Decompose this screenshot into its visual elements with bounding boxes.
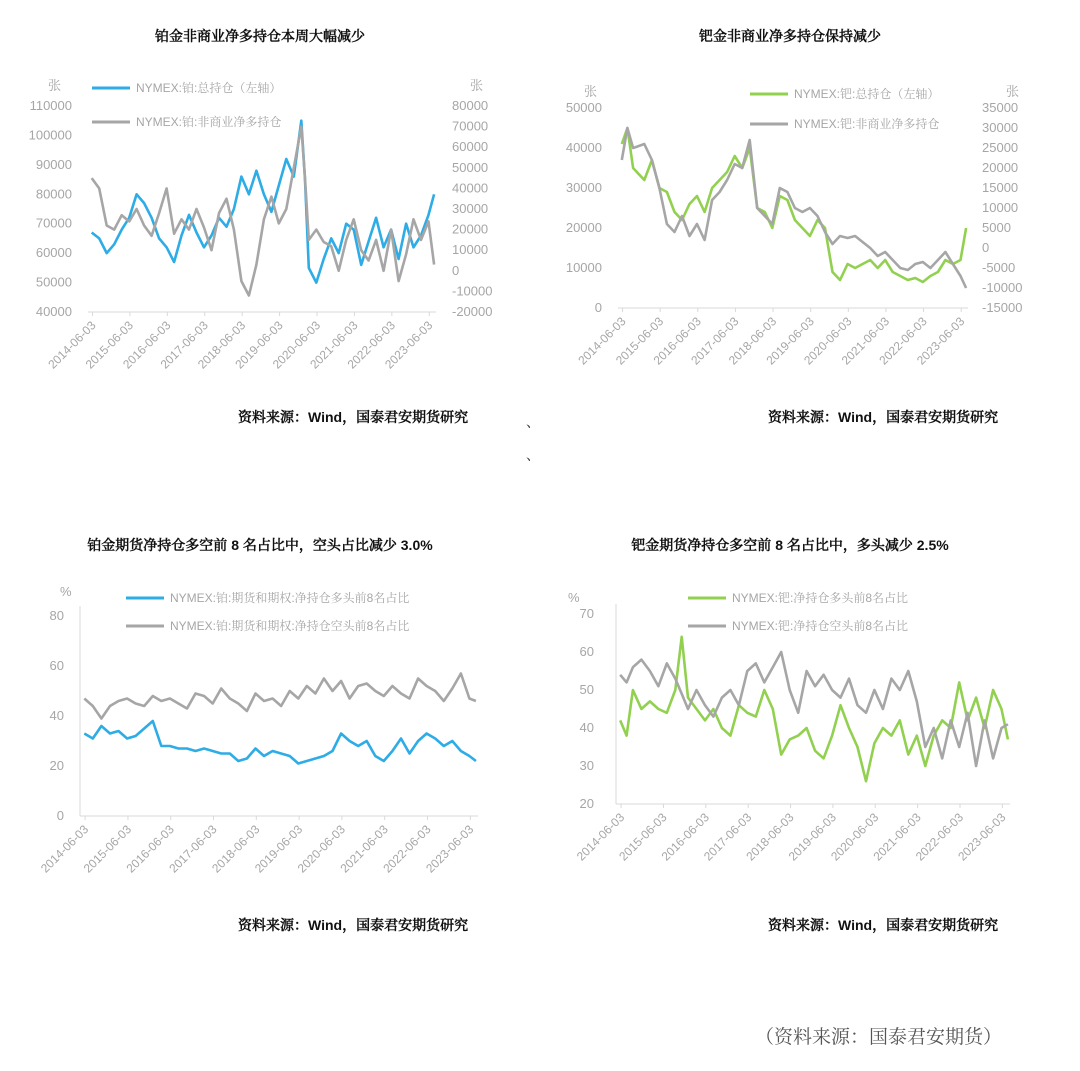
y-tick-label: 40000 xyxy=(565,140,602,155)
series-line xyxy=(92,121,434,283)
y-tick-label: 70 xyxy=(579,606,594,621)
y-axis-unit: % xyxy=(568,590,580,605)
series-line xyxy=(84,674,476,719)
legend-label: NYMEX:铂:总持仓（左轴） xyxy=(136,81,282,95)
y-tick-label: 50000 xyxy=(35,274,72,290)
palladium-open-interest-chart xyxy=(540,60,1060,400)
platinum-open-interest-chart xyxy=(0,60,530,400)
y-tick-label: 40 xyxy=(49,708,64,723)
y-tick-label: 50000 xyxy=(565,100,602,115)
y-tick-label: 60000 xyxy=(35,245,72,261)
footer-source: （资料来源：国泰君安期货） xyxy=(754,1027,1002,1048)
y-axis-unit: 张 xyxy=(48,78,62,93)
x-tick-label: 2016-06-03 xyxy=(650,314,704,368)
x-tick-label: 2021-06-03 xyxy=(838,314,893,368)
x-tick-label: 2017-06-03 xyxy=(688,314,742,368)
x-tick-label: 2020-06-03 xyxy=(828,810,882,864)
y-tick-label: 20 xyxy=(49,758,64,773)
y-tick-label-right: 10000 xyxy=(982,200,1019,215)
y-tick-label-right: 10000 xyxy=(452,242,489,258)
legend-label: NYMEX:铂:期货和期权:净持仓多头前8名占比 xyxy=(170,591,410,605)
x-tick-label: 2015-06-03 xyxy=(612,314,667,368)
y-tick-label: 60 xyxy=(49,658,64,673)
chart-title: 钯金非商业净多持仓保持减少 xyxy=(699,28,881,44)
chart-source: 资料来源：Wind，国泰君安期货研究 xyxy=(768,409,999,425)
chart-source: 资料来源：Wind，国泰君安期货研究 xyxy=(238,409,469,425)
x-tick-label: 2022-06-03 xyxy=(380,822,434,876)
legend-label: NYMEX:钯:总持仓（左轴） xyxy=(794,87,940,101)
x-tick-label: 2020-06-03 xyxy=(269,318,324,372)
x-tick-label: 2023-06-03 xyxy=(423,822,477,876)
legend-label: NYMEX:铂:非商业净多持仓 xyxy=(136,115,282,129)
x-tick-label: 2021-06-03 xyxy=(870,810,924,864)
x-tick-label: 2018-06-03 xyxy=(209,822,263,876)
x-tick-label: 2016-06-03 xyxy=(120,318,174,372)
x-tick-label: 2015-06-03 xyxy=(82,318,137,372)
x-tick-label: 2020-06-03 xyxy=(801,314,855,368)
series-line xyxy=(84,721,476,764)
y-tick-label: 30 xyxy=(579,758,594,773)
y-tick-label-right: 15000 xyxy=(982,180,1019,195)
y-axis-unit: % xyxy=(60,584,72,599)
x-tick-label: 2016-06-03 xyxy=(123,822,177,876)
x-tick-label: 2019-06-03 xyxy=(785,810,840,864)
y-tick-label: 10000 xyxy=(565,260,602,275)
y-tick-label: 80000 xyxy=(35,186,72,202)
x-tick-label: 2019-06-03 xyxy=(232,318,286,372)
x-tick-label: 2023-06-03 xyxy=(955,810,1009,864)
y-tick-label: 20000 xyxy=(565,220,602,235)
y-tick-label: 0 xyxy=(56,808,64,823)
x-tick-label: 2017-06-03 xyxy=(157,318,211,372)
chart-title: 铂金期货净持仓多空前 8 名占比中，空头占比减少 3.0% xyxy=(87,537,433,553)
y-tick-label-right: -5000 xyxy=(982,260,1016,275)
stray-mark: 、 xyxy=(526,447,540,463)
x-tick-label: 2022-06-03 xyxy=(876,314,930,368)
y-tick-label: 20 xyxy=(579,796,594,811)
x-tick-label: 2023-06-03 xyxy=(914,314,968,368)
y-tick-label-right: 50000 xyxy=(452,159,489,175)
palladium-top8-ratio-chart xyxy=(540,570,1060,900)
x-tick-label: 2019-06-03 xyxy=(251,822,306,876)
x-tick-label: 2022-06-03 xyxy=(344,318,398,372)
chart-source: 资料来源：Wind，国泰君安期货研究 xyxy=(768,917,999,933)
x-tick-label: 2018-06-03 xyxy=(194,318,249,372)
legend-label: NYMEX:钯:非商业净多持仓 xyxy=(794,117,940,131)
x-tick-label: 2021-06-03 xyxy=(307,318,361,372)
legend-label: NYMEX:钯:净持仓多头前8名占比 xyxy=(732,591,909,605)
y-tick-label-right: -10000 xyxy=(452,283,493,299)
y-tick-label-right: -15000 xyxy=(982,300,1023,315)
x-tick-label: 2022-06-03 xyxy=(912,810,967,864)
chart-source: 资料来源：Wind，国泰君安期货研究 xyxy=(238,917,469,933)
y-tick-label-right: -20000 xyxy=(452,304,493,319)
x-tick-label: 2014-06-03 xyxy=(45,318,99,372)
y-tick-label: 0 xyxy=(594,300,602,315)
y-tick-label-right: 0 xyxy=(982,240,990,255)
y-tick-label-right: 40000 xyxy=(452,180,489,196)
y-tick-label: 100000 xyxy=(28,127,72,143)
x-tick-label: 2015-06-03 xyxy=(616,810,670,864)
y-tick-label-right: 20000 xyxy=(452,221,489,237)
y-tick-label-right: 30000 xyxy=(982,120,1019,135)
stray-mark: 、 xyxy=(526,414,540,430)
x-tick-label: 2014-06-03 xyxy=(573,810,628,864)
platinum-top8-ratio-chart xyxy=(0,570,530,900)
y-tick-label: 40 xyxy=(579,720,594,735)
y-tick-label-right: 0 xyxy=(452,262,460,278)
x-tick-label: 2017-06-03 xyxy=(166,822,220,876)
y-tick-label-right: 80000 xyxy=(452,98,489,113)
x-tick-label: 2023-06-03 xyxy=(382,318,436,372)
x-tick-label: 2015-06-03 xyxy=(80,822,135,876)
y-tick-label: 50 xyxy=(579,682,594,697)
y-tick-label: 40000 xyxy=(35,304,72,319)
y-tick-label-right: 35000 xyxy=(982,100,1019,115)
y-tick-label-right: 25000 xyxy=(982,140,1019,155)
legend-label: NYMEX:铂:期货和期权:净持仓空头前8名占比 xyxy=(170,619,410,633)
chart-title: 铂金非商业净多持仓本周大幅减少 xyxy=(155,28,365,44)
y-tick-label: 60 xyxy=(579,644,594,659)
x-tick-label: 2021-06-03 xyxy=(337,822,391,876)
x-tick-label: 2020-06-03 xyxy=(294,822,349,876)
y-tick-label: 30000 xyxy=(565,180,602,195)
x-tick-label: 2016-06-03 xyxy=(658,810,712,864)
series-line xyxy=(92,127,434,296)
y-tick-label-right: 20000 xyxy=(982,160,1019,175)
legend-label: NYMEX:钯:净持仓空头前8名占比 xyxy=(732,619,909,633)
y-tick-label: 70000 xyxy=(35,215,72,231)
y-tick-label-right: 30000 xyxy=(452,201,489,216)
chart-title: 钯金期货净持仓多空前 8 名占比中，多头减少 2.5% xyxy=(631,537,949,553)
y-axis-unit: 张 xyxy=(584,84,598,99)
series-line xyxy=(620,637,1008,781)
y-tick-label-right: 5000 xyxy=(982,220,1011,235)
y-tick-label-right: 70000 xyxy=(452,118,489,134)
y-axis-unit: 张 xyxy=(470,78,484,93)
y-tick-label-right: 60000 xyxy=(452,139,489,155)
x-tick-label: 2014-06-03 xyxy=(575,314,629,368)
y-tick-label-right: -10000 xyxy=(982,280,1023,295)
y-axis-unit: 张 xyxy=(1006,84,1020,99)
y-tick-label: 90000 xyxy=(35,156,72,172)
x-tick-label: 2018-06-03 xyxy=(743,810,797,864)
x-tick-label: 2018-06-03 xyxy=(725,314,780,368)
x-tick-label: 2014-06-03 xyxy=(37,822,92,876)
x-tick-label: 2019-06-03 xyxy=(763,314,817,368)
y-tick-label: 110000 xyxy=(29,98,72,113)
x-tick-label: 2017-06-03 xyxy=(700,810,755,864)
y-tick-label: 80 xyxy=(49,608,64,623)
